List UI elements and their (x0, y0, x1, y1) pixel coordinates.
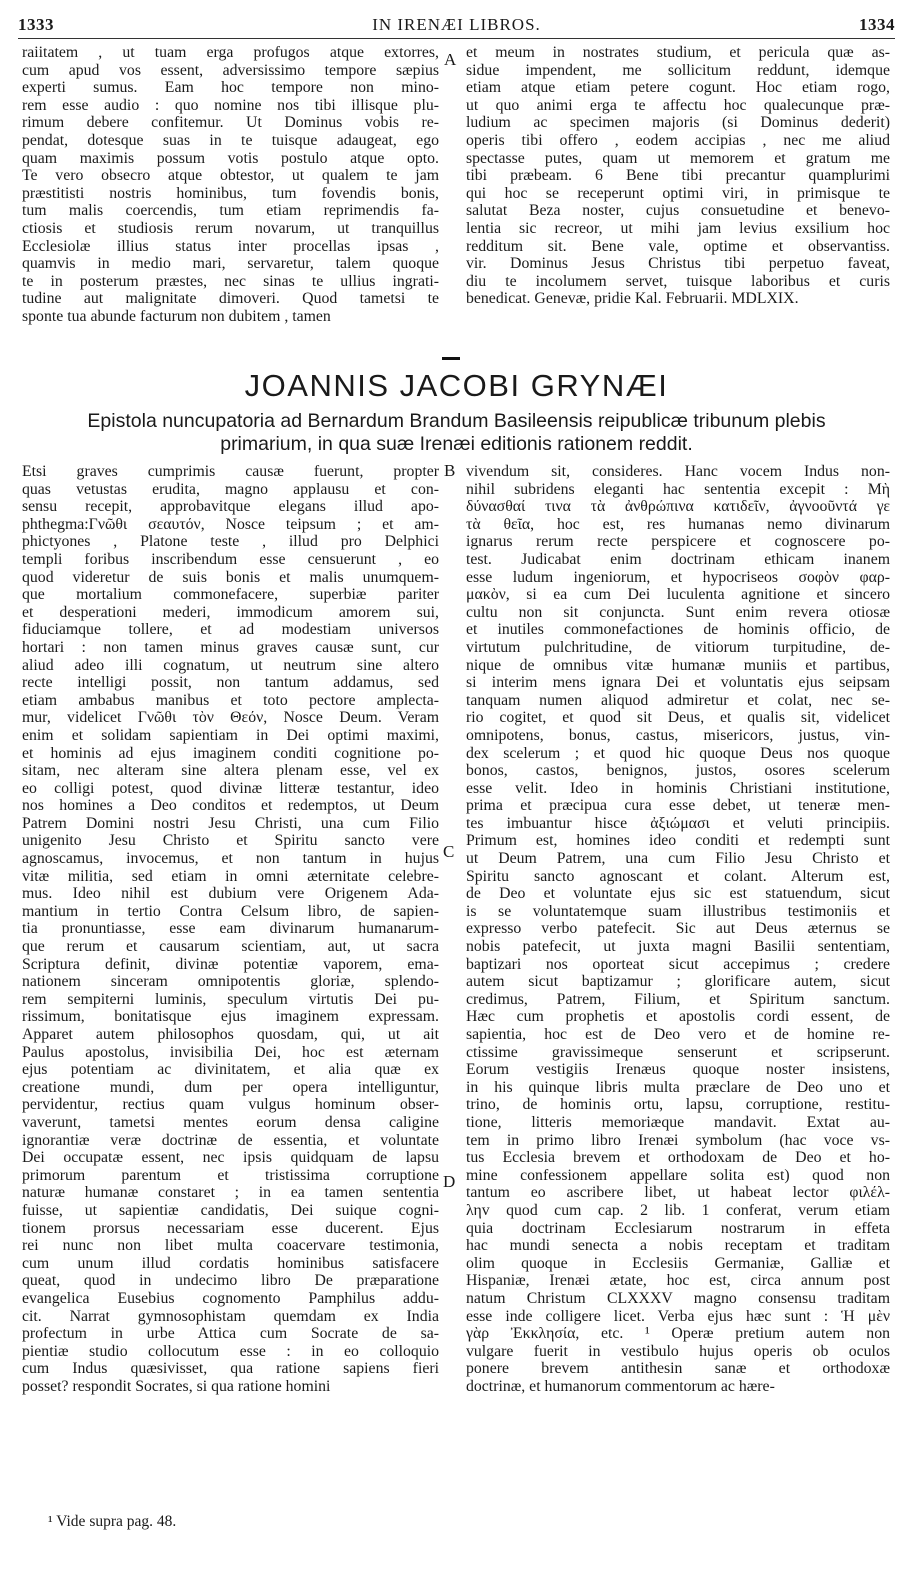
text-line: tia pronuntiasse, esse eam divinarum humanarum- (22, 920, 439, 938)
text-line: quia doctrinam Ecclesiarum nostrarum in effeta (466, 1219, 890, 1237)
margin-marker-c: C (443, 842, 455, 861)
text-line: profectum in urbe Attica cum Socrate de sa- (22, 1325, 439, 1343)
text-line: nos homines a Deo conditos et redemptos, ut Deum (22, 797, 439, 815)
header-rule (18, 38, 895, 39)
text-line: quod videretur de suis bonis et malis unumquem- (22, 568, 439, 586)
text-line: ctissime gravissimeque senserunt et scripserunt. (466, 1043, 890, 1061)
footnote: ¹ Vide supra pag. 48. (48, 1513, 177, 1530)
section-separator (442, 357, 460, 360)
text-line: salutat Beza noster, cujus consuetudine et benevo- (466, 202, 890, 220)
text-line: ejus potentiam ac divinitatem, et alia quæ ex (22, 1061, 439, 1079)
text-line: rio cogitet, et quod sit Deus, et qualis sit, videlicet (466, 709, 890, 727)
text-line: tus Ecclesia brevem et orthodoxam de Deo et ho- (466, 1149, 890, 1167)
subtitle-line-2: primarium, in qua suæ Irenæi editionis rationem reddit. (220, 433, 693, 455)
text-line: nique de omnibus vitæ humanæ muniis et partibus, (466, 656, 890, 674)
text-line: pientiæ studio collocutum esse : in eo colloquio (22, 1342, 439, 1360)
text-line: Hæc cum prophetis et apostolis cordi essent, de (466, 1008, 890, 1026)
text-line: Paulus apostolus, invisibilia Dei, hoc est æternam (22, 1043, 439, 1061)
text-line: etiam ambabus manibus et toto pectore amplecta- (22, 691, 439, 709)
text-line: nihil subridens eleganti hac sententia excepit : Μὴ (466, 480, 890, 498)
running-head (18, 14, 895, 38)
text-line: rem esse audio : quo nomine nos tibi illisque plu- (22, 96, 439, 114)
text-line: phthegma:Γνῶθι σεαυτόν, Nosce teipsum ; et am- (22, 515, 439, 533)
text-line: in his quinque libris multa præclare de Deo uno et (466, 1078, 890, 1096)
text-line: et hominis ad ejus imaginem conditi cognitione po- (22, 744, 439, 762)
text-line: quamvis in medio mari, servaretur, talem quoque (22, 255, 439, 273)
letter-ending-right-column (466, 44, 890, 349)
text-line: vulgare fuerit in vestibulo hujus operis ob oculos (466, 1342, 890, 1360)
text-line: primorum parentum et tristissima corruptione (22, 1166, 439, 1184)
text-line: et meum in nostrates studium, et pericula quæ as- (466, 44, 890, 61)
text-line: unigenito Jesu Christo et Spiritu sancto vere (22, 832, 439, 850)
text-line: tionem prorsus necessariam esse ducerent. Ejus (22, 1219, 439, 1237)
text-line: cit. Narrat gymnosophistam quemdam ex India (22, 1307, 439, 1325)
text-line: experti sumus. Eam hoc tempore non mino- (22, 79, 439, 97)
text-line: hac mundi senecta a nobis receptam et traditam (466, 1237, 890, 1255)
text-line: tione, litteris memoriæque mandavit. Extat au- (466, 1113, 890, 1131)
text-line: quam maximis possum votis postulo atque opto. (22, 149, 439, 167)
epistle-left-column (22, 463, 439, 1478)
text-line: Dei occupatæ essent, nec ipsis quidquam de lapsu (22, 1149, 439, 1167)
text-line: cum apud vos essent, adversissimo tempore sæpius (22, 61, 439, 79)
text-line: benedicat. Genevæ, pridie Kal. Februarii. MDLXIX. (466, 290, 799, 308)
text-line: Te vero obsecro atque obtestor, ut qualem te jam (22, 167, 439, 185)
text-line: ctiosis et studiosis rerum novarum, ut tranquillus (22, 219, 439, 237)
text-line: cum Indus quæsivisset, qua ratione sapiens fieri (22, 1360, 439, 1378)
text-line: Etsi graves cumprimis causæ fuerunt, propter (22, 463, 439, 480)
text-line: queat, quod in undecimo libro De præparatione (22, 1272, 439, 1290)
text-line: vitæ militia, sed etiam in omni æternitate celebre- (22, 867, 439, 885)
text-line: esse velit. Ideo in hominis Christiani institutione, (466, 779, 890, 797)
text-line: quas vetustas erudita, magno applausu et con- (22, 480, 439, 498)
text-line: bonos, castos, benignos, justos, osores scelerum (466, 762, 890, 780)
text-line: esse ludum ingeniorum, et hypocriseos σοφὸν φαρ- (466, 568, 890, 586)
epistle-subtitle (30, 410, 883, 456)
text-line: ut quo animi erga te affectu hoc qualecunque præ- (466, 96, 890, 114)
text-line: que rerum et causarum scientiam, aut, ut sacra (22, 938, 439, 956)
text-line: Primum est, homines ideo conditi et redempti sunt (466, 832, 890, 850)
text-line: mur, videlicet Γνῶθι τὸν Θεόν, Nosce Deum. Veram (22, 709, 439, 727)
text-line: γὰρ Ἐκκλησία, etc. ¹ Operæ pretium autem non (466, 1325, 890, 1343)
text-line: omnipotens, bonus, castus, misericors, justus, vin- (466, 726, 890, 744)
text-line: rem sempiterni luminis, speculum virtutis Dei pu- (22, 990, 439, 1008)
text-line: templi foribus inscribendum esse censuerunt , eo (22, 550, 439, 568)
text-line: tudine aut malignitate dimoveri. Quod tametsi te (22, 290, 439, 308)
text-line: sensu recepit, approbavitque elegans illud apo- (22, 498, 439, 516)
text-line: qui hoc se receperunt optimi viri, in primisque te (466, 184, 890, 202)
text-line: sidue impendent, me sollicitum reddunt, idemque (466, 61, 890, 79)
text-line: sitam, nec alteram sine altera plenam esse, vel ex (22, 762, 439, 780)
text-line: prima et præcipua cura esse debet, ut teneræ men- (466, 797, 890, 815)
text-line: cultu non sit conjuncta. Sunt enim revera otiosæ (466, 603, 890, 621)
text-line: credimus, Patrem, Filium, et Spiritum sanctum. (466, 990, 890, 1008)
text-line: vivendum sit, consideres. Hanc vocem Indus non- (466, 463, 890, 480)
text-line: Scriptura definit, divinæ potentiæ vaporem, ema- (22, 955, 439, 973)
text-line: natum Christum CLXXXV magno consensu traditam (466, 1289, 890, 1307)
text-line: mus. Ideo nihil est dubium vere Origenem Ada- (22, 885, 439, 903)
text-line: Patrem Domini nostri Jesu Christi, una cum Filio (22, 814, 439, 832)
text-line: ignarus rerum recte perspicere et cognoscere po- (466, 533, 890, 551)
text-line: enim et solidam sapientiam in Dei optimi maximi, (22, 726, 439, 744)
margin-marker-a: A (444, 50, 457, 69)
text-line: præstitisti nostris hominibus, tum fovendis bonis, (22, 184, 439, 202)
text-line: pervidentur, rectius quam vulgus hominum obser- (22, 1096, 439, 1114)
text-line: sapientia, hoc est de Deo vero et de homine re- (466, 1026, 890, 1043)
text-line: tem in primo libro Irenæi symbolum (hac voce vs- (466, 1131, 890, 1149)
text-line: mantium in tertio Contra Celsum libro, de sapien- (22, 902, 439, 920)
margin-marker-d: D (443, 1172, 456, 1191)
text-line: de Deo et voluntate ejus sic est statuendum, sicut (466, 885, 890, 903)
text-line: Eorum vestigiis Irenæus quoque noster insistens, (466, 1061, 890, 1079)
text-line: evangelica Eusebius cognomento Pamphilus addu- (22, 1289, 439, 1307)
text-line: olim quoque in Ecclesiis Germaniæ, Galliæ et (466, 1254, 890, 1272)
text-line: lentia sic recreor, ut mihi jam levius exsilium hoc (466, 219, 890, 237)
epistle-right-column (466, 463, 890, 1478)
text-line: ludium ac specimen majoris (si Dominus dederit) (466, 114, 890, 132)
text-line: tum malis coercendis, tum etiam reprimendis fa- (22, 202, 439, 220)
text-line: si interim mens ignara Dei et voluntatis ejus seipsam (466, 674, 890, 692)
text-line: phictyones , Platone teste , illud pro Delphici (22, 533, 439, 551)
text-line: creatione mundi, dum per opera intelliguntur, (22, 1078, 439, 1096)
text-line: ponere brevem antithesin sanæ et orthodoxæ (466, 1360, 890, 1378)
text-line: ignorantiæ veræ doctrinæ de essentia, et voluntate (22, 1131, 439, 1149)
text-line: ut Deum Patrem, una cum Filio Jesu Christo et (466, 850, 890, 868)
text-line: operis tibi offero , eodem accipias , nec me aliud (466, 131, 890, 149)
text-line: dex scelerum ; et quod hic quoque Deus nos quoque (466, 744, 890, 762)
text-line: fuisse, ut sapientiæ candidatis, Dei suique cogni- (22, 1201, 439, 1219)
text-line: agnoscamus, invocemus, et non tantum in hujus (22, 850, 439, 868)
text-line: esse inde colligere licet. Verba ejus hæc sunt : Ἡ μὲν (466, 1307, 890, 1325)
epistle-title: JOANNIS JACOBI GRYNÆI (244, 368, 669, 403)
text-line: et inutiles commonefactiones de hominis officio, de (466, 621, 890, 639)
text-line: hortari : non tamen minus graves causæ sunt, cur (22, 638, 439, 656)
letter-ending-left-column (22, 44, 439, 349)
text-line: virtutum pulchritudine, de vitiorum turpitudine, de- (466, 638, 890, 656)
text-line: que mortalium commonefacere, superbiæ pariter (22, 586, 439, 604)
text-line: τὰ θεῖα, hoc est, res humanas nemo divinarum (466, 515, 890, 533)
text-line: naturæ humanæ constaret ; in ea tamen sententia (22, 1184, 439, 1202)
text-line: mine confessionem appellare solita est) quod non (466, 1166, 890, 1184)
text-line: redditum sit. Bene vale, optime et observantiss. (466, 237, 890, 255)
text-line: tanquam numen aliquod admiretur et colat, nec se- (466, 691, 890, 709)
page-number-right: 1334 (859, 15, 895, 34)
text-line: vir. Dominus Jesus Christus tibi perpetuo faveat, (466, 255, 890, 273)
text-line: Hispaniæ, Irenæi ætate, hoc est, circa annum post (466, 1272, 890, 1290)
text-line: nationem sinceram omnipotentis gloriæ, splendo- (22, 973, 439, 991)
subtitle-line-1: Epistola nuncupatoria ad Bernardum Brandum Basileensis reipublicæ tribunum plebis (87, 410, 826, 432)
text-line: is se voluntatemque suam illustribus testimoniis et (466, 902, 890, 920)
text-line: pendat, dotesque suas in te tuisque adaugeat, ego (22, 131, 439, 149)
text-line: posset? respondit Socrates, si qua ratione homini (22, 1377, 331, 1395)
margin-marker-b: B (444, 461, 456, 480)
text-line: trino, de hominis ortu, lapsu, corruptione, restitu- (466, 1096, 890, 1114)
text-line: te in posterum præstes, nec sinas te ullius ingrati- (22, 272, 439, 290)
text-line: rei nunc non libet multa coacervare testimonia, (22, 1237, 439, 1255)
text-line: Apparet autem philosophos quosdam, qui, ut ait (22, 1026, 439, 1043)
text-line: autem sicut baptizamur ; glorificare autem, sicut (466, 973, 890, 991)
text-line: tibi præbeam. 6 Bene tibi precantur quamplurimi (466, 167, 890, 185)
text-line: eo colligi potest, quod divinæ litteræ testantur, ideo (22, 779, 439, 797)
text-line: test. Judicabat enim doctrinam ethicam inanem (466, 550, 890, 568)
text-line: Ecclesiolæ illius status inter procellas ipsas , (22, 237, 439, 255)
text-line: ληv quod cum cap. 2 lib. 1 conferat, verum etiam (466, 1201, 890, 1219)
text-line: vaverunt, tametsi mentes eorum densa caligine (22, 1113, 439, 1131)
text-line: cum unum illud cordatis hominibus satisfacere (22, 1254, 439, 1272)
running-title: IN IRENÆI LIBROS. (372, 15, 541, 34)
text-line: fiduciamque tollere, et ad modestiam universos (22, 621, 439, 639)
text-line: rimum debere confitemur. Ut Dominus vobis re- (22, 114, 439, 132)
text-line: rissimum, bonitatisque ejus imaginem expressam. (22, 1008, 439, 1026)
page-number-left: 1333 (18, 15, 54, 34)
text-line: Spiritu sancto agnoscant et colant. Alterum est, (466, 867, 890, 885)
text-line: spectasse putes, quam ut memorem et gratum me (466, 149, 890, 167)
text-line: baptizari nos oporteat sicut accepimus ; credere (466, 955, 890, 973)
text-line: aliud adeo illi cognatum, ut neutrum sine altero (22, 656, 439, 674)
text-line: raiitatem , ut tuam erga profugos atque extorres, (22, 44, 439, 61)
text-line: diu te incolumem servet, tuisque laboribus et curis (466, 272, 890, 290)
text-line: μακὸν, si ea cum Dei luculenta agnitione et sincero (466, 586, 890, 604)
text-line: nobis patefecit, ut juxta magni Basilii sententiam, (466, 938, 890, 956)
text-line: et desperationi mederi, immodicum amorem sui, (22, 603, 439, 621)
text-line: tantum eo ascribere libet, ut habeat lector φιλέλ- (466, 1184, 890, 1202)
text-line: tes imbuantur hisce ἀξιώμασι et veluti principiis. (466, 814, 890, 832)
text-line: recte intelligi possit, non tantum addamus, sed (22, 674, 439, 692)
text-line: δύνασθαί τινα τὰ ἀνθρώπινα κατιδεῖν, ἀγνοοῦντά γε (466, 498, 890, 516)
text-line: expresso verbo patefecit. Sic aut Deus æternus se (466, 920, 890, 938)
text-line: sponte tua abunde facturum non dubitem , tamen (22, 307, 331, 325)
text-line: etiam atque etiam petere cogunt. Hoc etiam rogo, (466, 79, 890, 97)
text-line: doctrinæ, et humanorum commentorum ac hære- (466, 1377, 775, 1395)
